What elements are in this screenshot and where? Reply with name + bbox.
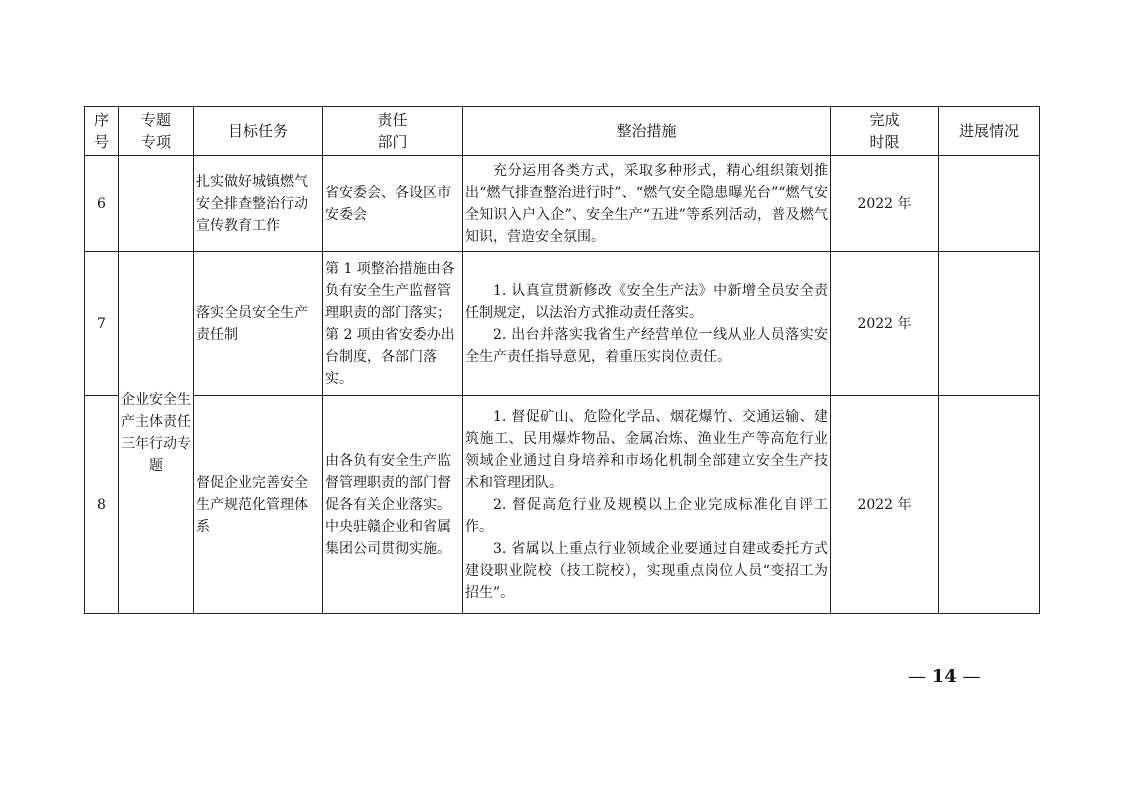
measure-item: 3. 省属以上重点行业领域企业要通过自建或委托方式建设职业院校（技工院校），实现重点岗位人员“变招工为招生”。 <box>465 540 828 601</box>
row-target: 扎实做好城镇燃气安全排查整治行动宣传教育工作 <box>194 156 323 252</box>
row-progress <box>939 156 1040 252</box>
row-measures <box>463 156 831 252</box>
table-header-row <box>85 107 1040 156</box>
row-target: 督促企业完善安全生产规范化管理体系 <box>194 396 323 614</box>
row-measures <box>463 252 831 396</box>
page-dash-right: — <box>962 666 981 687</box>
header-dept: 责任 部门 <box>323 107 463 156</box>
header-target: 目标任务 <box>194 107 323 156</box>
header-seq: 序号 <box>85 107 119 156</box>
row-dept: 省安委会、各设区市安委会 <box>323 156 463 252</box>
measure-item: 2. 出台并落实我省生产经营单位一线从业人员落实安全生产责任指导意见，着重压实岗位责任。 <box>465 326 828 365</box>
page-number <box>908 666 981 687</box>
row-category: 企业安全生产主体责任三年行动专题 <box>119 252 194 614</box>
table-row <box>85 156 1040 252</box>
row-measures <box>463 396 831 614</box>
page-dash-left: — <box>908 666 926 687</box>
row-dept: 由各负有安全生产监督管理职责的部门督促各有关企业落实。中央驻赣企业和省属集团公司贯彻实施。 <box>323 396 463 614</box>
page-number-value: 14 <box>931 666 957 687</box>
row-seq: 7 <box>85 252 119 396</box>
row-target: 落实全员安全生产责任制 <box>194 252 323 396</box>
header-measures: 整治措施 <box>463 107 831 156</box>
table-row <box>85 252 1040 396</box>
row-seq: 8 <box>85 396 119 614</box>
table-row <box>85 396 1040 614</box>
measure-item: 1. 督促矿山、危险化学品、烟花爆竹、交通运输、建筑施工、民用爆炸物品、金属冶炼、渔业生产等高危行业领域企业通过自身培养和市场化机制全部建立安全生产技术和管理团队。 <box>465 408 828 491</box>
row-dept: 第 1 项整治措施由各负有安全生产监督管理职责的部门落实；第 2 项由省安委办出台制度，各部门落实。 <box>323 252 463 396</box>
row-seq: 6 <box>85 156 119 252</box>
row-deadline: 2022 年 <box>831 396 939 614</box>
rectification-table <box>84 106 1040 614</box>
header-topic: 专题 专项 <box>119 107 194 156</box>
header-progress: 进展情况 <box>939 107 1040 156</box>
row-deadline: 2022 年 <box>831 156 939 252</box>
row-deadline: 2022 年 <box>831 252 939 396</box>
header-deadline: 完成 时限 <box>831 107 939 156</box>
row-topic-empty <box>119 156 194 252</box>
measure-item: 充分运用各类方式，采取多种形式，精心组织策划推出“燃气排查整治进行时”、“燃气安全隐患曝光台”“燃气安全知识入户入企”、安全生产“五进”等系列活动，普及燃气知识，营造安全氛围。 <box>465 162 828 245</box>
row-progress <box>939 396 1040 614</box>
measure-item: 1. 认真宣贯新修改《安全生产法》中新增全员安全责任制规定，以法治方式推动责任落实。 <box>465 282 828 321</box>
measure-item: 2. 督促高危行业及规模以上企业完成标准化自评工作。 <box>465 496 828 535</box>
row-progress <box>939 252 1040 396</box>
